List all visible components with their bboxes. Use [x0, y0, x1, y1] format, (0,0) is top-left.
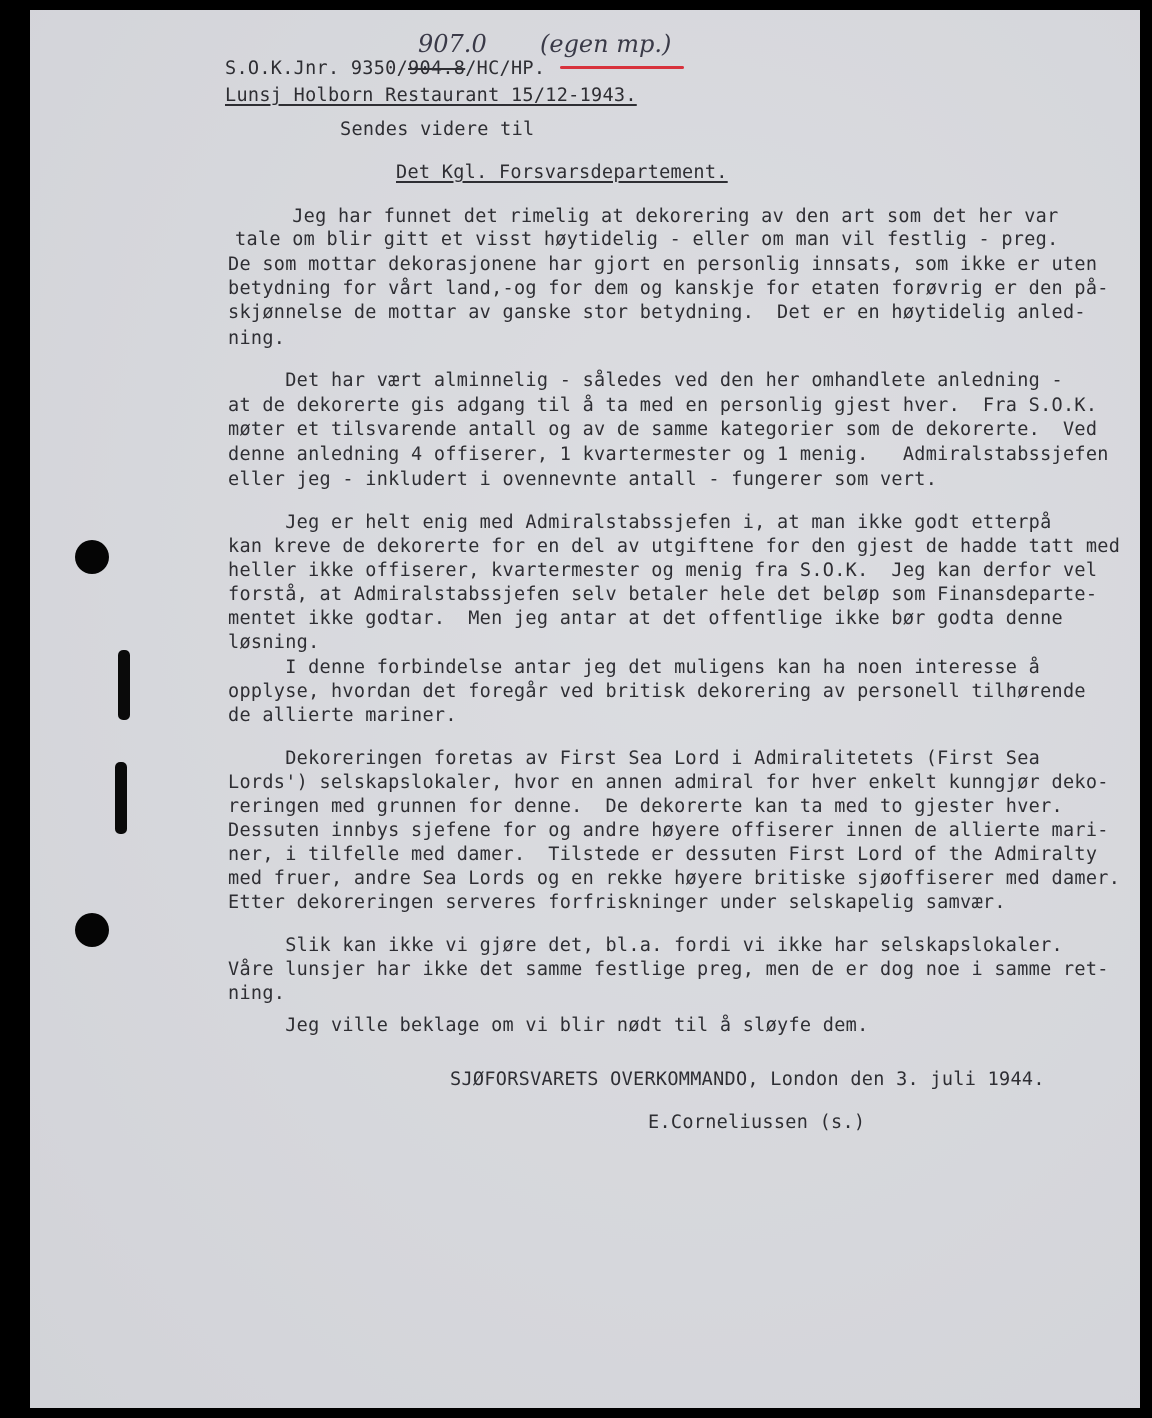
body-line: Etter dekoreringen serveres forfriskninger under selskapelig samvær. [228, 892, 1006, 913]
body-line: at de dekorerte gis adgang til å ta med en personlig gjest hver. Fra S.O.K. [228, 395, 1098, 416]
reference-number [225, 58, 545, 79]
margin-mark [115, 762, 127, 834]
handwritten-number: 907.0 [418, 30, 487, 58]
place-date-line: SJØFORSVARETS OVERKOMMANDO, London den 3. juli 1944. [450, 1069, 1045, 1090]
body-line: Det har vært alminnelig - således ved den her omhandlete anledning - [228, 370, 1063, 391]
body-line: betydning for vårt land,-og for dem og kanskje for etaten forøvrig er den på- [228, 278, 1109, 299]
body-line: de allierte mariner. [228, 705, 457, 726]
body-line: ning. [228, 328, 286, 349]
body-line: opplyse, hvordan det foregår ved britisk dekorering av personell tilhørende [228, 681, 1086, 702]
punch-hole-bottom [75, 913, 109, 947]
document-page [30, 10, 1140, 1408]
body-line: tale om blir gitt et visst høytidelig - eller om man vil festlig - preg. [235, 229, 1059, 250]
body-line: ning. [228, 983, 286, 1004]
body-line: eller jeg - inkludert i ovennevnte antall - fungerer som vert. [228, 469, 938, 490]
body-line: ner, i tilfelle med damer. Tilstede er dessuten First Lord of the Admiralty [228, 844, 1098, 865]
body-line: Jeg ville beklage om vi blir nødt til å sløyfe dem. [228, 1015, 869, 1036]
body-line: med fruer, andre Sea Lords og en rekke høyere britiske sjøoffiserer med damer. [228, 868, 1121, 889]
handwritten-note: (egen mp.) [540, 30, 672, 58]
body-line: I denne forbindelse antar jeg det muligens kan ha noen interesse å [228, 657, 1041, 678]
punch-hole-top [75, 540, 109, 574]
signature-line: E.Corneliussen (s.) [648, 1112, 866, 1133]
red-underline-mark [560, 66, 684, 69]
recipient-line: Det Kgl. Forsvarsdepartement. [396, 162, 728, 183]
body-line: kan kreve de dekorerte for en del av utgiftene for den gjest de hadde tatt med [228, 536, 1121, 557]
subject-line: Lunsj Holborn Restaurant 15/12-1943. [225, 85, 637, 106]
body-line: heller ikke offiserer, kvartermester og menig fra S.O.K. Jeg kan derfor vel [228, 560, 1098, 581]
body-line: løsning. [228, 632, 320, 653]
reference-suffix: /HC/HP. [465, 58, 546, 79]
reference-prefix: S.O.K.Jnr. 9350/ [225, 58, 409, 79]
body-line: Våre lunsjer har ikke det samme festlige preg, men de er dog noe i samme ret- [228, 959, 1109, 980]
margin-mark [118, 650, 130, 720]
body-line: forstå, at Admiralstabssjefen selv betaler hele det beløp som Finansdeparte- [228, 584, 1098, 605]
body-line: De som mottar dekorasjonene har gjort en personlig innsats, som ikke er uten [228, 254, 1098, 275]
body-line: Lords') selskapslokaler, hvor en annen admiral for hver enkelt kunngjør deko- [228, 772, 1109, 793]
reference-struck: 904.8 [408, 58, 466, 79]
body-line: møter et tilsvarende antall og av de samme kategorier som de dekorerte. Ved [228, 419, 1098, 440]
body-line: Jeg er helt enig med Admiralstabssjefen i, at man ikke godt etterpå [228, 512, 1052, 533]
body-line: Slik kan ikke vi gjøre det, bl.a. fordi vi ikke har selskapslokaler. [228, 935, 1063, 956]
body-line: skjønnelse de mottar av ganske stor betydning. Det er en høytidelig anled- [228, 302, 1086, 323]
body-line: Dessuten innbys sjefene for og andre høyere offiserer innen de allierte mari- [228, 820, 1109, 841]
body-line: reringen med grunnen for denne. De dekorerte kan ta med to gjester hver. [228, 796, 1063, 817]
body-line: Dekoreringen foretas av First Sea Lord i Admiralitetets (First Sea [228, 748, 1041, 769]
body-line: Jeg har funnet det rimelig at dekorering av den art som det her var [235, 206, 1059, 227]
body-line: denne anledning 4 offiserer, 1 kvartermester og 1 menig. Admiralstabssjefen [228, 444, 1109, 465]
forward-line: Sendes videre til [340, 119, 535, 140]
body-line: mentet ikke godtar. Men jeg antar at det offentlige ikke bør godta denne [228, 608, 1063, 629]
